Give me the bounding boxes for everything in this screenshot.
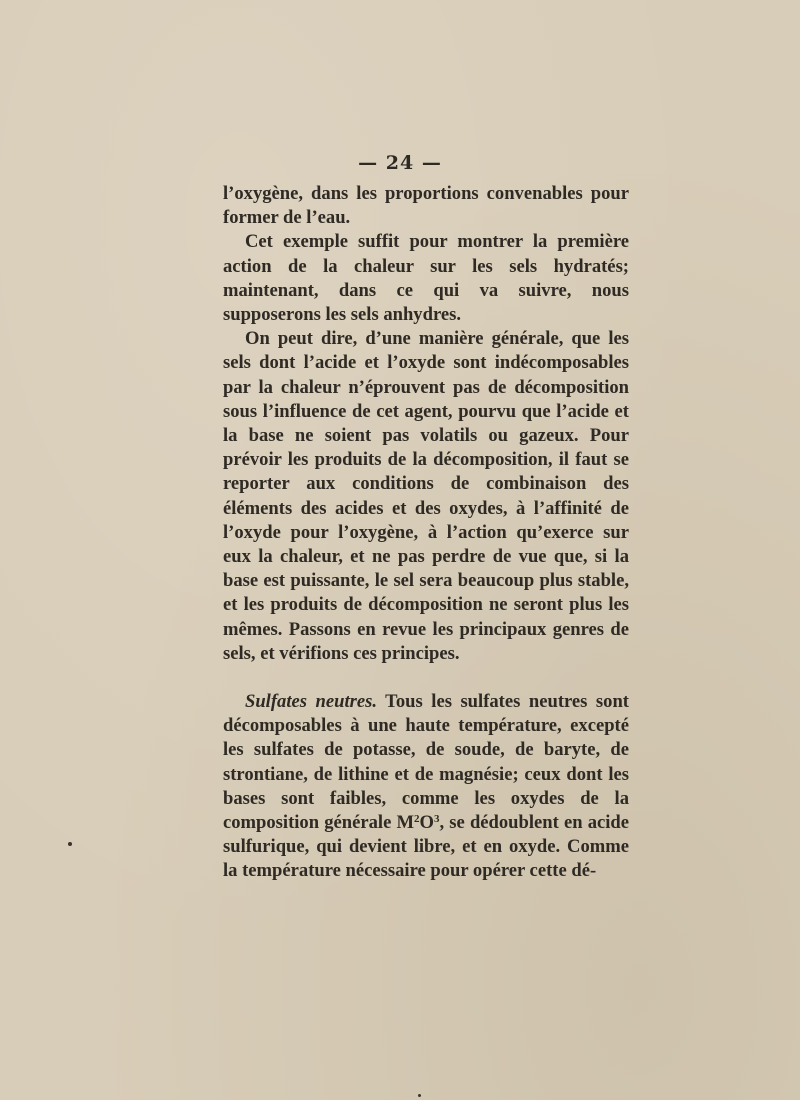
- margin-mark: [68, 842, 72, 846]
- body-text: [223, 182, 629, 884]
- paragraph-decomposition-principles: On peut dire, d’une manière générale, que les sels dont l’acide et l’oxyde sont indécomposables par la chaleur n’éprouvent pas de décomposition sous l’influence de cet agent, pourvu que l’acide et la base ne soient pas volatils ou gazeux. Pour prévoir les produits de la décomposition, il faut se reporter aux conditions de combinaison des éléments des acides et des oxydes, à l’affinité de l’oxyde pour l’oxygène, à l’action qu’exerce sur eux la chaleur, et ne pas perdre de vue que, si la base est puissante, le sel sera beaucoup plus stable, et les produits de décomposition ne seront plus les mêmes. Passons en revue les principaux genres de sels, et vérifions ces principes.: [223, 328, 629, 664]
- formula: $M^2O^3$: [396, 812, 440, 834]
- paragraph-continuation: l’oxygène, dans les proportions convenables pour former de l’eau.: [223, 183, 629, 229]
- paragraph-neutral-sulfates: [223, 690, 629, 884]
- paragraph-hydrated-salts: Cet exemple suffit pour montrer la première action de la chaleur sur les sels hydratés; maintenant, dans ce qui va suivre, nous supposerons les sels anhydres.: [223, 231, 629, 326]
- page-number: — 24 —: [358, 152, 442, 174]
- section-text-before-formula: Tous les sulfates neutres sont décomposables à une haute température, excepté les sulfates de potasse, de soude, de baryte, de strontiane, de lithine et de magnésie; ceux dont les bases sont faibles, comme les oxydes de la composition générale: [223, 691, 630, 834]
- bottom-mark: [418, 1094, 421, 1097]
- section-text-after-formula: , se dédoublent en acide sulfurique, qui devient libre, et en oxyde. Comme la température nécessaire pour opérer cette dé-: [223, 812, 630, 882]
- section-heading: Sulfates neutres.: [245, 691, 377, 713]
